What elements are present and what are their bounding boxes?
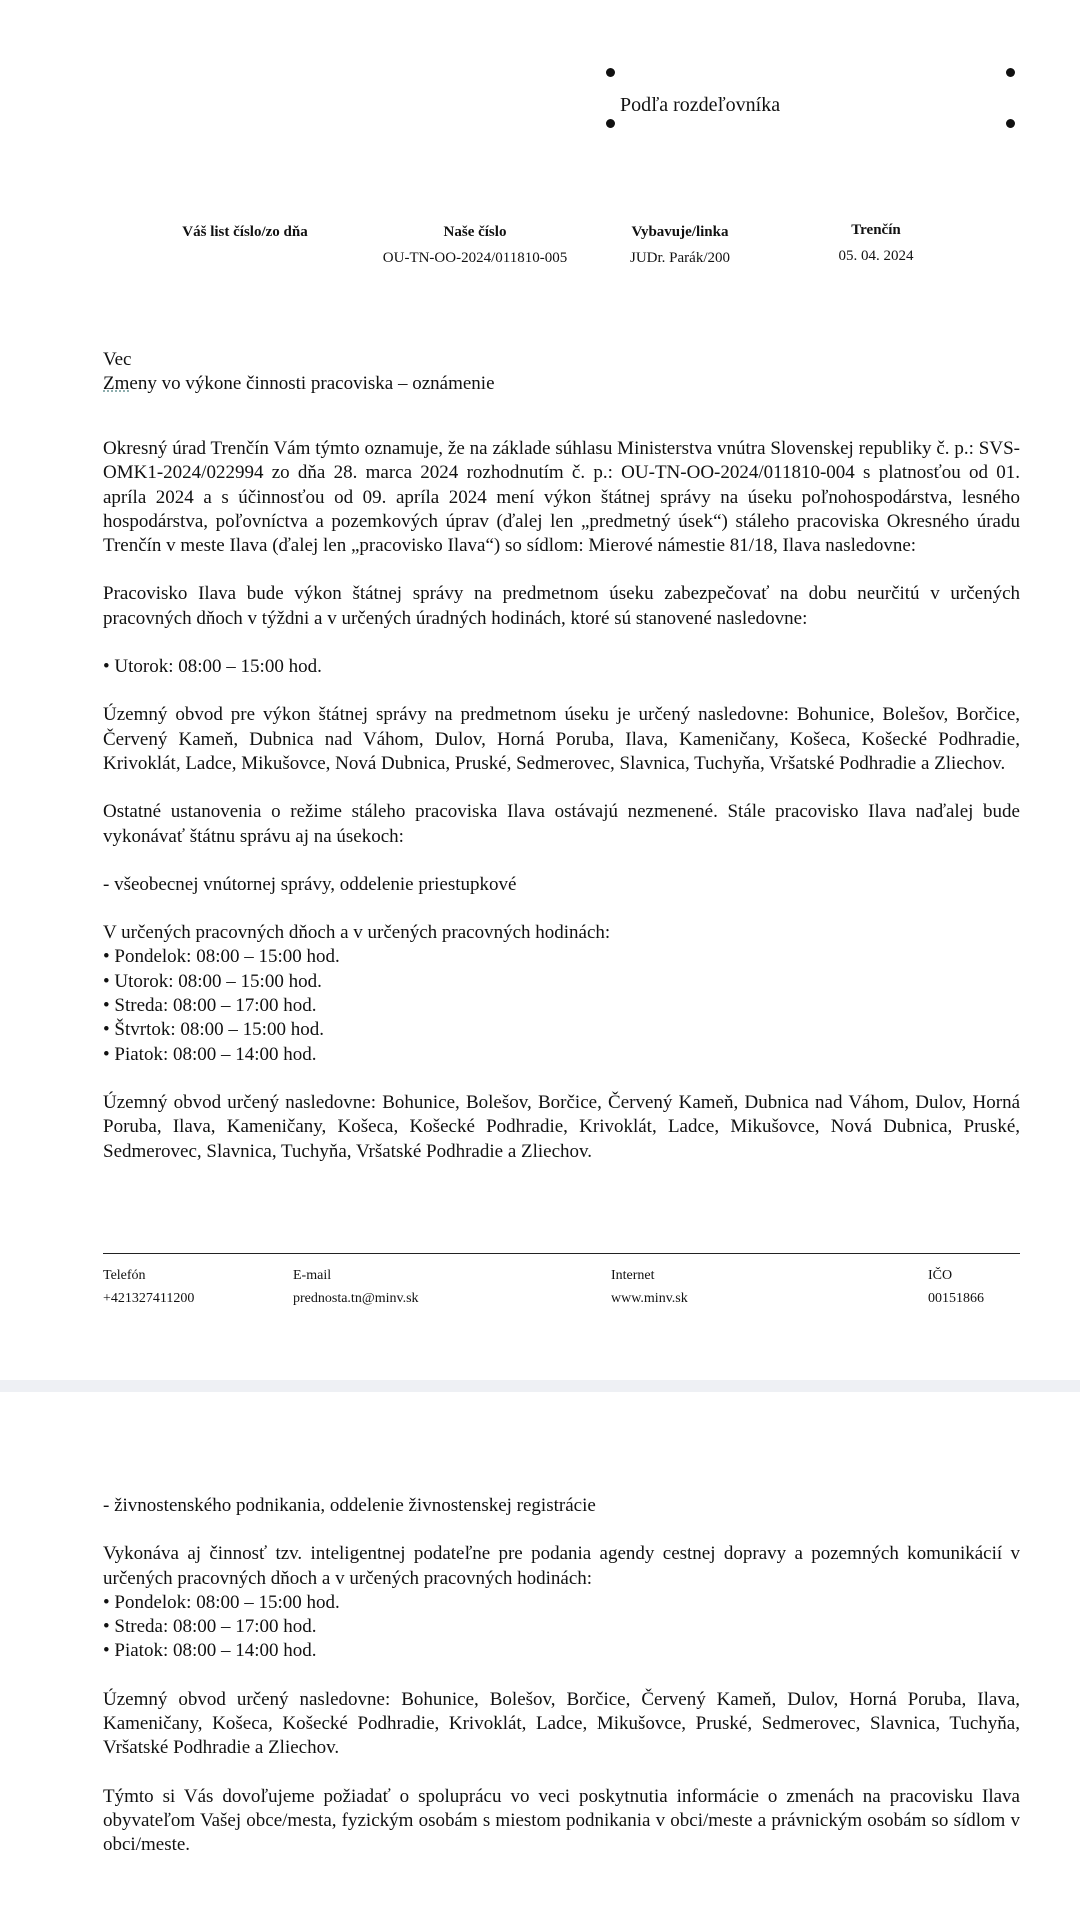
reference-place-date [816, 222, 936, 265]
subject-title [103, 372, 1020, 396]
our-number-label: Naše číslo [443, 224, 507, 240]
address-window-corner-mark [1006, 68, 1015, 77]
office-hours-tuesday: • Utorok: 08:00 – 15:00 hod. [103, 656, 322, 678]
recipient-address: Podľa rozdeľovníka [620, 94, 781, 116]
reference-our-number [365, 224, 585, 267]
internet-label: Internet [611, 1268, 655, 1283]
paragraph-smart-registry: Vykonáva aj činnosť tzv. inteligentnej podateľne pre podania agendy cestnej dopravy a pozemných komunikácií v určených pracovných dňoch a v určených pracovných hodinách: [103, 1543, 1020, 1589]
paragraph-territory-general: Územný obvod určený nasledovne: Bohunice, Bolešov, Borčice, Červený Kameň, Dubnica nad Váhom, Dulov, Horná Poruba, Ilava, Kameničany, Košeca, Košecké Podhradie, Krivoklát, Ladce, Mikušovce, Nová Dubnica, Pruské, Sedmerovec, Slavnica, Tuchyňa, Vršatské Podhradie a Zliechov. [103, 1091, 1020, 1162]
subject-block [103, 348, 1020, 397]
email-label: E-mail [293, 1268, 332, 1283]
paragraph-cooperation-request: Týmto si Vás dovoľujeme požiadať o spoluprácu vo veci poskytnutia informácie o zmenách na pracovisku Ilava obyvateľom Vašej obce/mesta, fyzickým osobám s miestom podnikania v obci/meste a právnickým osobám so sídlom v obci/meste. [103, 1785, 1020, 1856]
hours-item: • Pondelok: 08:00 – 15:00 hod. [103, 946, 340, 968]
paragraph-office-hours-intro: Pracovisko Ilava bude výkon štátnej správy na predmetnom úseku zabezpečovať na dobu neurčitú v určených pracovných dňoch v týždni a v určených úradných hodinách, ktoré sú stanovené nasledovne: [103, 583, 1020, 629]
paragraph-intro: Okresný úrad Trenčín Vám týmto oznamuje, že na základe súhlasu Ministerstva vnútra Slovenskej republiky č. p.: SVS-OMK1-2024/022994 zo dňa 28. marca 2024 rozhodnutím č. p.: OU-TN-OO-2024/011810-004 s platnosťou od 01. apríla 2024 a s účinnosťou od 09. apríla 2024 mení výkon štátnej správy na úseku poľnohospodárstva, lesného hospodárstva, poľovníctva a pozemkových úprav (ďalej len „predmetný úsek“) stáleho pracoviska Okresného úradu Trenčín v meste Ilava (ďalej len „pracovisko Ilava“) so sídlom: Mierové námestie 81/18, Ilava nasledovne: [103, 438, 1020, 557]
document-page-2 [0, 1392, 1080, 1912]
working-hours-intro: V určených pracovných dňoch a v určených pracovných hodinách: [103, 922, 611, 944]
footer-ico [928, 1264, 984, 1310]
footer-email [293, 1264, 419, 1310]
hours-item: • Streda: 08:00 – 17:00 hod. [103, 995, 317, 1017]
letter-body-page-2 [103, 1494, 1020, 1858]
handled-by-value: JUDr. Parák/200 [630, 250, 730, 266]
paragraph-territory-trade: Územný obvod určený nasledovne: Bohunice, Bolešov, Borčice, Červený Kameň, Dulov, Horná Poruba, Ilava, Kameničany, Košeca, Košecké Podhradie, Krivoklát, Ladce, Mikušovce, Pruské, Sedmerovec, Slavnica, Tuchyňa, Vršatské Podhradie a Zliechov. [103, 1688, 1020, 1759]
reference-handled-by [610, 224, 750, 267]
subject-title-underlined: Zm [103, 373, 130, 395]
reference-your-letter [160, 224, 330, 250]
section-trade-licensing: - živnostenského podnikania, oddelenie živnostenskej registrácie [103, 1495, 596, 1516]
paragraph-other-provisions: Ostatné ustanovenia o režime stáleho pracoviska Ilava ostávajú nezmenené. Stále pracovisko Ilava naďalej bude vykonávať štátnu správu aj na úsekoch: [103, 801, 1020, 847]
hours-item: • Piatok: 08:00 – 14:00 hod. [103, 1640, 317, 1662]
footer-internet [611, 1264, 688, 1310]
hours-item: • Piatok: 08:00 – 14:00 hod. [103, 1043, 317, 1065]
footer-divider [103, 1253, 1020, 1254]
hours-item: • Streda: 08:00 – 17:00 hod. [103, 1616, 317, 1638]
place-label: Trenčín [851, 222, 901, 238]
page-separator [0, 1380, 1080, 1392]
ico-label: IČO [928, 1268, 953, 1283]
phone-value: +421327411200 [103, 1291, 195, 1306]
address-window-corner-mark [606, 68, 615, 77]
date-value: 05. 04. 2024 [838, 248, 914, 264]
paragraph-territory: Územný obvod pre výkon štátnej správy na predmetnom úseku je určený nasledovne: Bohunice, Bolešov, Borčice, Červený Kameň, Dubnica nad Váhom, Dulov, Horná Poruba, Ilava, Kameničany, Košeca, Košecké Podhradie, Krivoklát, Ladce, Mikušovce, Nová Dubnica, Pruské, Sedmerovec, Slavnica, Tuchyňa, Vršatské Podhradie a Zliechov. [103, 704, 1020, 774]
hours-item: • Pondelok: 08:00 – 15:00 hod. [103, 1591, 340, 1613]
subject-title-rest: eny vo výkone činnosti pracoviska – oznámenie [129, 373, 495, 395]
hours-item: • Štvrtok: 08:00 – 15:00 hod. [103, 1019, 324, 1041]
internet-value: www.minv.sk [611, 1291, 688, 1306]
your-letter-label: Váš list číslo/zo dňa [182, 224, 308, 240]
letter-body-page-1 [103, 437, 1020, 1164]
handled-by-label: Vybavuje/linka [631, 224, 729, 240]
address-window-corner-mark [1006, 119, 1015, 128]
subject-label: Vec [103, 349, 132, 370]
email-value: prednosta.tn@minv.sk [293, 1291, 419, 1306]
phone-label: Telefón [103, 1268, 146, 1283]
footer-phone [103, 1264, 194, 1310]
address-window-corner-mark [606, 119, 615, 128]
our-number-value: OU-TN-OO-2024/011810-005 [382, 250, 568, 266]
hours-item: • Utorok: 08:00 – 15:00 hod. [103, 970, 322, 992]
section-general-administration: - všeobecnej vnútornej správy, oddelenie priestupkové [103, 873, 517, 895]
ico-value: 00151866 [928, 1291, 984, 1306]
